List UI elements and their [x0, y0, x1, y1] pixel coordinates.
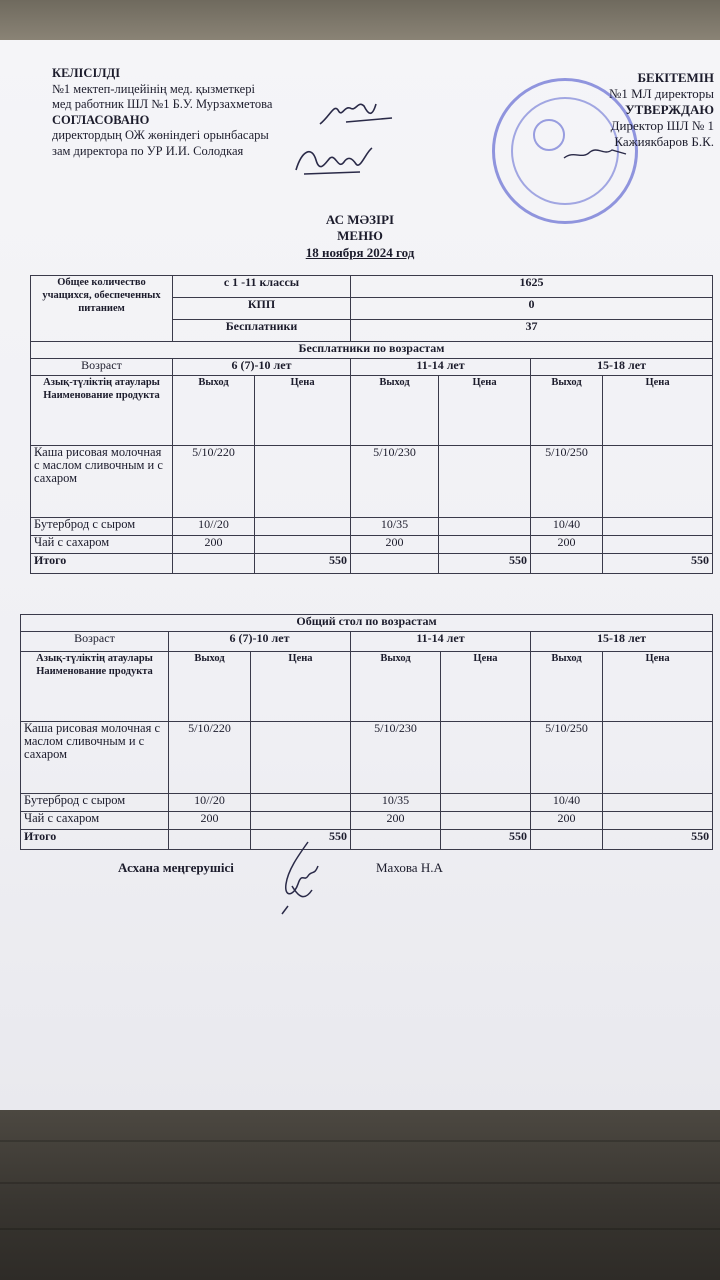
section-title: Общий стол по возрастам: [21, 615, 713, 632]
product-name: Чай с сахаром: [21, 812, 169, 830]
total-students-label: Общее количество учащихся, обеспеченных питанием: [31, 276, 173, 342]
age-group-3: 15-18 лет: [531, 632, 713, 652]
agreed-heading-ru: СОГЛАСОВАНО: [52, 112, 150, 127]
col-price: Цена: [251, 652, 351, 722]
product-name: Бутерброд с сыром: [31, 518, 173, 536]
col-output: Выход: [531, 652, 603, 722]
age-label: Возраст: [21, 632, 169, 652]
age-label: Возраст: [31, 359, 173, 376]
free-label: Бесплатники: [173, 320, 351, 342]
output-value: 5/10/220: [169, 722, 251, 794]
product-name-header: Азық-түліктің атаулары Наименование продукта: [31, 376, 173, 446]
output-value: 5/10/230: [351, 722, 441, 794]
director-signature: [560, 140, 630, 166]
total-label: Итого: [21, 830, 169, 850]
output-value: 10//20: [173, 518, 255, 536]
total-row: [31, 554, 713, 574]
product-name: Чай с сахаром: [31, 536, 173, 554]
deputy-director-ru: зам директора по УР И.И. Солодкая: [52, 143, 244, 158]
free-count: 37: [351, 320, 713, 342]
approve-heading-ru: УТВЕРЖДАЮ: [625, 102, 714, 117]
cafeteria-head-signature: [268, 836, 338, 916]
med-worker-ru: мед работник ШЛ №1 Б.У. Мурзахметова: [52, 97, 273, 111]
director-kz: №1 МЛ директоры: [608, 86, 714, 101]
med-worker-signature: [316, 96, 396, 132]
output-value: 10/35: [351, 794, 441, 812]
product-name-header: Азық-түліктің атаулары Наименование продукта: [21, 652, 169, 722]
table-row: [21, 812, 713, 830]
agreed-heading: КЕЛІСІЛДІ: [52, 66, 121, 80]
output-value: 5/10/220: [173, 446, 255, 518]
output-value: 200: [351, 536, 439, 554]
deputy-signature: [290, 140, 380, 184]
col-price: Цена: [439, 376, 531, 446]
product-name: Каша рисовая молочная с маслом сливочным и с сахаром: [31, 446, 173, 518]
kpp-count: 0: [351, 298, 713, 320]
output-value: 10//20: [169, 794, 251, 812]
col-output: Выход: [169, 652, 251, 722]
col-price: Цена: [255, 376, 351, 446]
approve-heading-kz: БЕКІТЕМІН: [637, 70, 714, 85]
table-row: [21, 794, 713, 812]
total-row: [21, 830, 713, 850]
col-output: Выход: [173, 376, 255, 446]
output-value: 5/10/250: [531, 722, 603, 794]
product-name: Бутерброд с сыром: [21, 794, 169, 812]
age-group-2: 11-14 лет: [351, 632, 531, 652]
age-group-1: 6 (7)-10 лет: [169, 632, 351, 652]
age-group-3: 15-18 лет: [531, 359, 713, 376]
cafeteria-head-role: Асхана меңгерушісі: [118, 860, 234, 875]
total-value: 550: [441, 830, 531, 850]
kpp-label: КПП: [173, 298, 351, 320]
output-value: 200: [173, 536, 255, 554]
col-output: Выход: [351, 376, 439, 446]
background-bottom: [0, 1110, 720, 1280]
table-row: [31, 446, 713, 518]
col-price: Цена: [603, 376, 713, 446]
col-output: Выход: [351, 652, 441, 722]
output-value: 10/40: [531, 794, 603, 812]
approval-block-right: [609, 70, 714, 150]
menu-title-kz: АС МӘЗІРІ: [325, 212, 395, 227]
output-value: 5/10/230: [351, 446, 439, 518]
col-price: Цена: [603, 652, 713, 722]
output-value: 5/10/250: [531, 446, 603, 518]
output-value: 200: [531, 536, 603, 554]
med-worker-kz: №1 мектеп-лицейінің мед. қызметкері: [52, 81, 255, 96]
approval-block-left: [52, 66, 272, 159]
output-value: 200: [351, 812, 441, 830]
total-value: 550: [255, 554, 351, 574]
free-meals-table: [30, 275, 713, 574]
product-name: Каша рисовая молочная с маслом сливочным и с сахаром: [21, 722, 169, 794]
director-name: Кажиякбаров Б.К.: [614, 134, 714, 149]
output-value: 200: [531, 812, 603, 830]
cafeteria-head-name: Махова Н.А: [376, 860, 443, 875]
age-group-1: 6 (7)-10 лет: [173, 359, 351, 376]
total-value: 550: [439, 554, 531, 574]
total-value: 550: [603, 554, 713, 574]
menu-title-ru: МЕНЮ: [337, 228, 383, 243]
menu-date: 18 ноября 2024 год: [305, 245, 415, 260]
total-value: 550: [251, 830, 351, 850]
output-value: 10/35: [351, 518, 439, 536]
deputy-director-kz: директордың ОЖ жөніндегі орынбасары: [52, 128, 269, 142]
total-value: 550: [603, 830, 713, 850]
grades-count: 1625: [351, 276, 713, 298]
table-row: [21, 722, 713, 794]
grades-label: с 1 -11 классы: [173, 276, 351, 298]
col-price: Цена: [441, 652, 531, 722]
age-group-2: 11-14 лет: [351, 359, 531, 376]
table-row: [31, 518, 713, 536]
section-title: Бесплатники по возрастам: [31, 342, 713, 359]
general-table: [20, 614, 713, 850]
output-value: 10/40: [531, 518, 603, 536]
director-ru: Директор ШЛ № 1: [610, 118, 714, 133]
col-output: Выход: [531, 376, 603, 446]
total-label: Итого: [31, 554, 173, 574]
table-row: [31, 536, 713, 554]
output-value: 200: [169, 812, 251, 830]
